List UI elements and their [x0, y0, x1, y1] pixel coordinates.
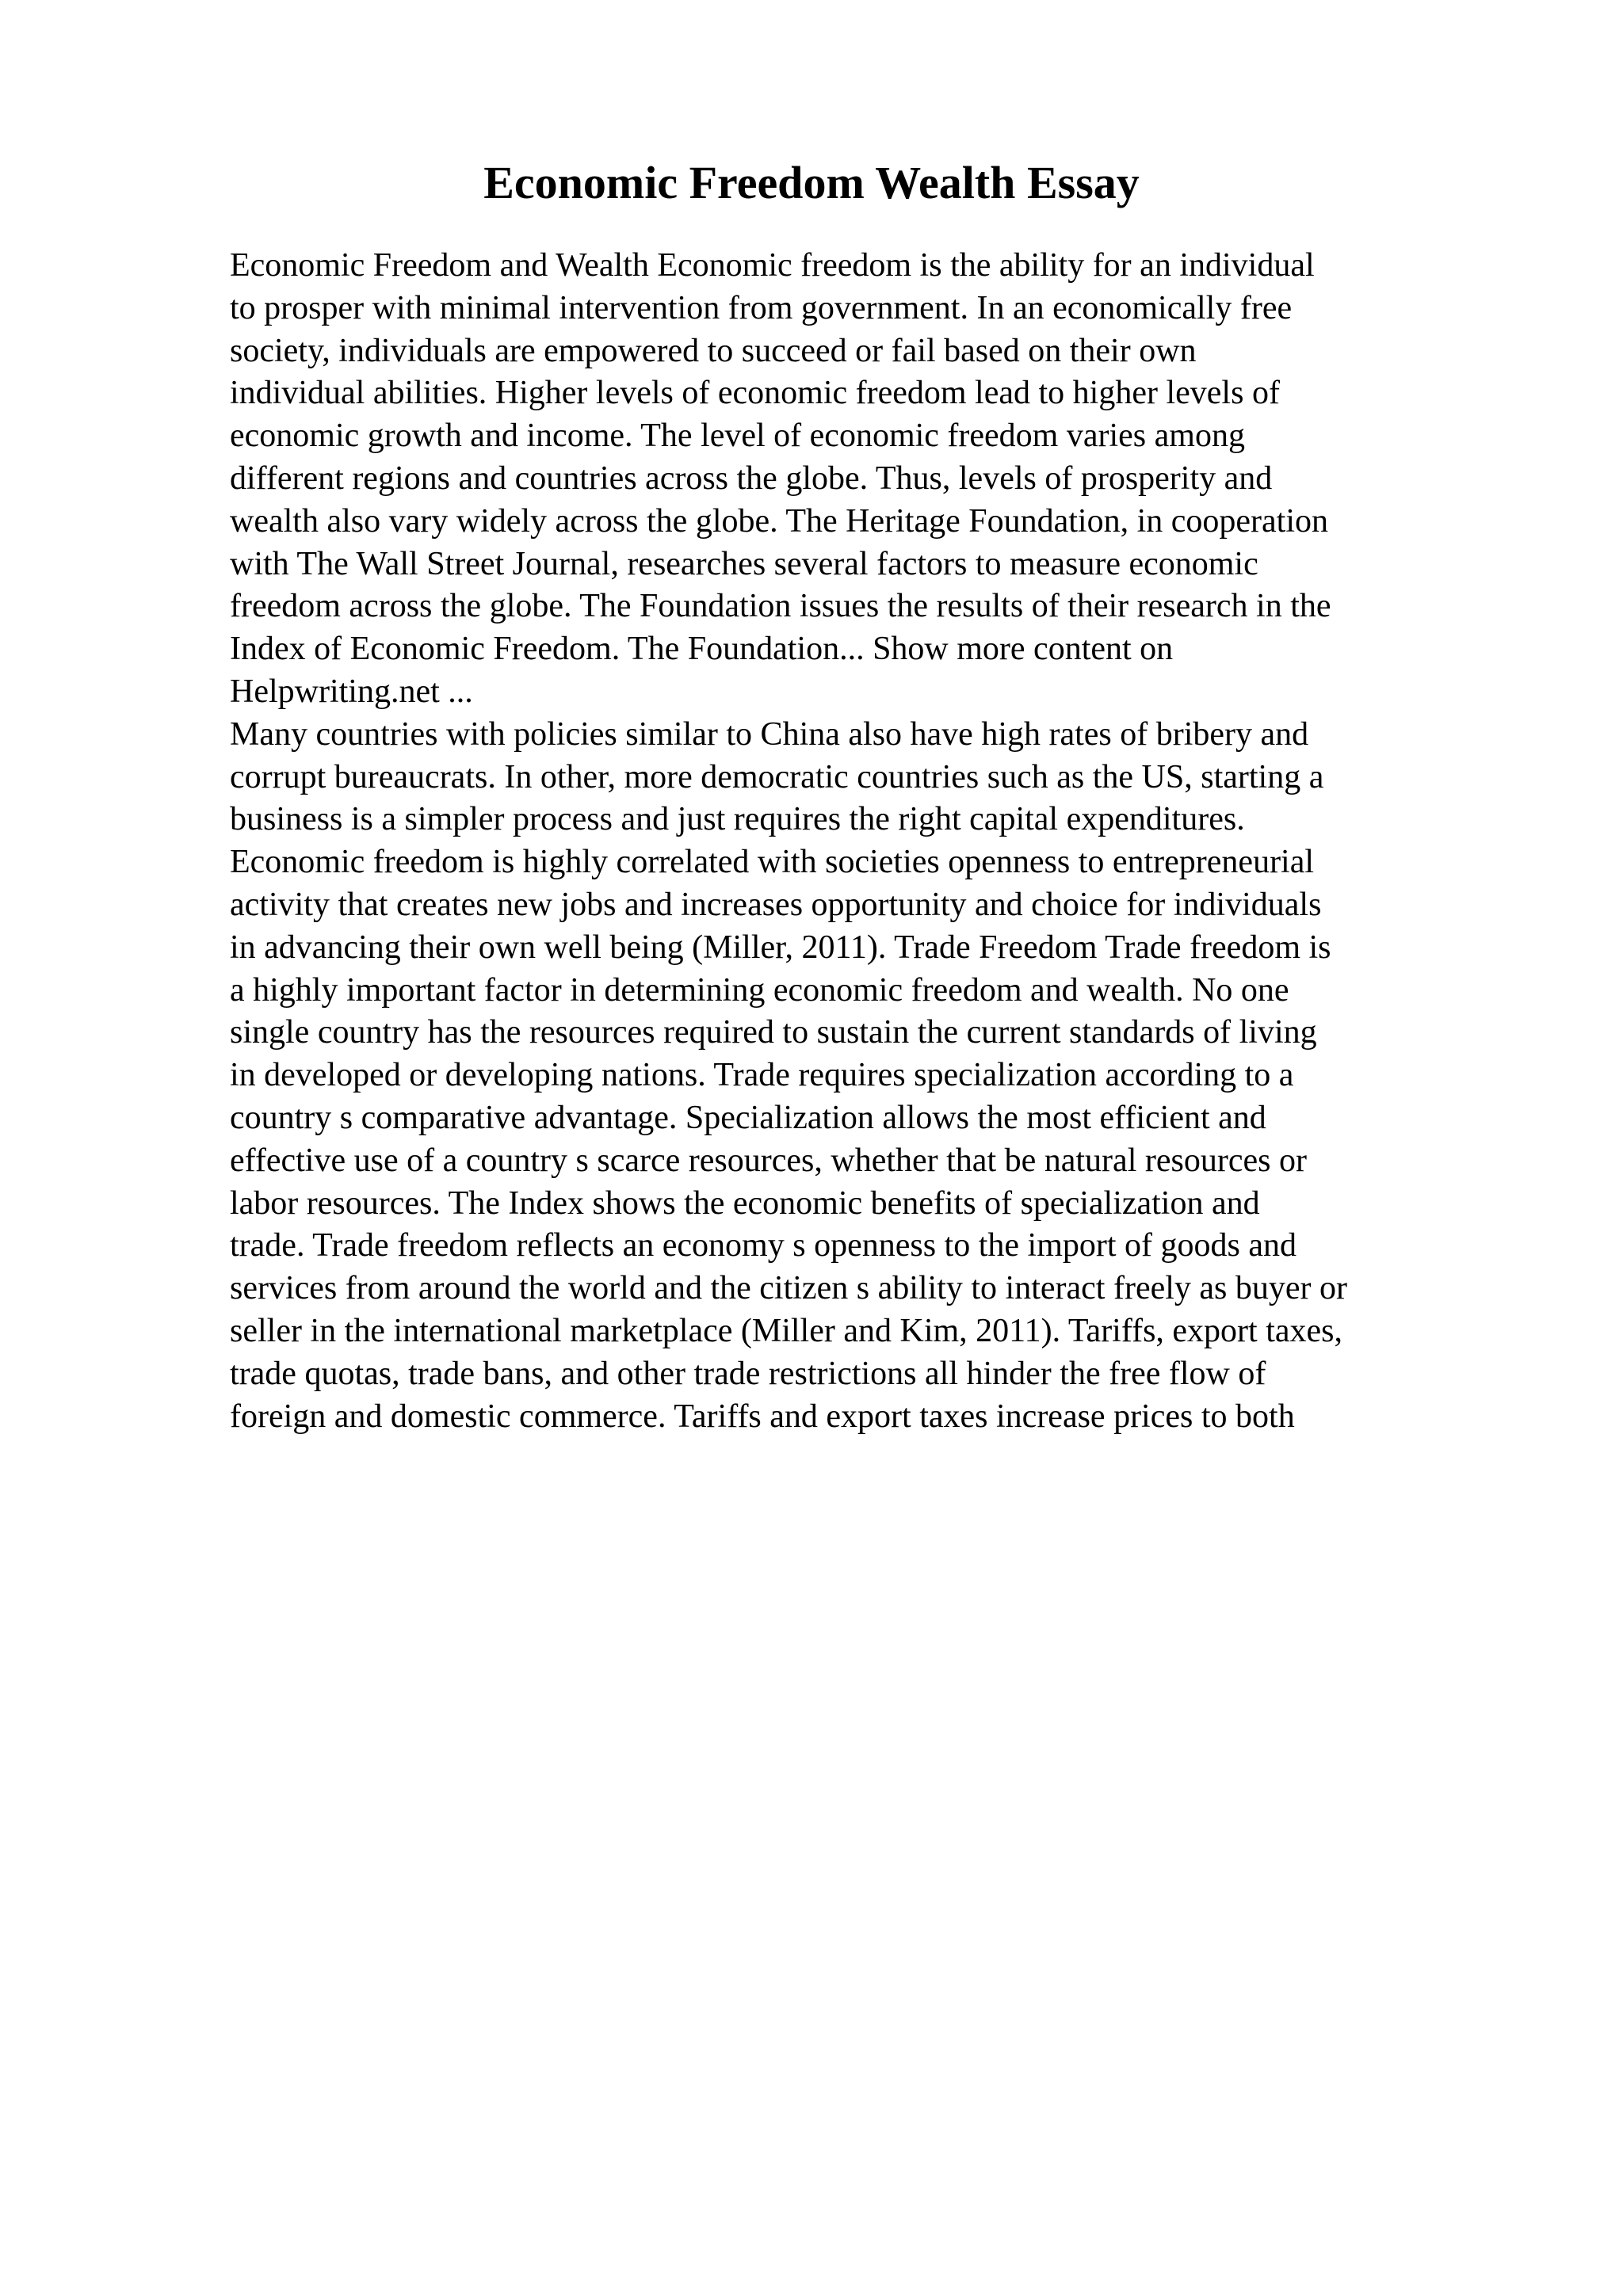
body-line: Index of Economic Freedom. The Foundation... Show more content on: [230, 631, 1174, 668]
body-line: single country has the resources required to sustain the current standards of living: [230, 1014, 1317, 1051]
body-line: different regions and countries across the globe. Thus, levels of prosperity and: [230, 460, 1273, 497]
body-line: effective use of a country s scarce resources, whether that be natural resources or: [230, 1142, 1307, 1179]
body-line: freedom across the globe. The Foundation issues the results of their research in the: [230, 588, 1331, 625]
body-line: Many countries with policies similar to China also have high rates of bribery and: [230, 715, 1309, 753]
body-line: activity that creates new jobs and increases opportunity and choice for individuals: [230, 886, 1322, 923]
body-line: business is a simpler process and just requires the right capital expenditures.: [230, 801, 1245, 838]
body-line: Economic freedom is highly correlated with societies openness to entrepreneurial: [230, 844, 1315, 881]
body-line: to prosper with minimal intervention from government. In an economically free: [230, 289, 1293, 326]
body-line: foreign and domestic commerce. Tariffs and export taxes increase prices to both: [230, 1398, 1295, 1435]
body-line: corrupt bureaucrats. In other, more democratic countries such as the US, starting a: [230, 758, 1324, 795]
essay-body: [230, 245, 1498, 1438]
body-line: a highly important factor in determining economic freedom and wealth. No one: [230, 971, 1289, 1009]
body-line: trade. Trade freedom reflects an economy s openness to the import of goods and: [230, 1227, 1296, 1264]
body-line: in advancing their own well being (Miller, 2011). Trade Freedom Trade freedom is: [230, 929, 1331, 966]
body-line: economic growth and income. The level of economic freedom varies among: [230, 418, 1245, 455]
document-title: Economic Freedom Wealth Essay: [483, 157, 1140, 208]
body-line: labor resources. The Index shows the economic benefits of specialization and: [230, 1184, 1260, 1222]
body-line: trade quotas, trade bans, and other trade restrictions all hinder the free flow of: [230, 1355, 1266, 1392]
body-line: individual abilities. Higher levels of economic freedom lead to higher levels of: [230, 375, 1280, 412]
body-line: in developed or developing nations. Trade requires specialization according to a: [230, 1057, 1294, 1094]
body-line: services from around the world and the citizen s ability to interact freely as buyer or: [230, 1270, 1347, 1307]
body-line: country s comparative advantage. Specialization allows the most efficient and: [230, 1099, 1266, 1136]
body-line: Helpwriting.net ...: [230, 673, 473, 710]
body-line: with The Wall Street Journal, researches several factors to measure economic: [230, 545, 1258, 582]
body-line: seller in the international marketplace (Miller and Kim, 2011). Tariffs, export taxes,: [230, 1312, 1343, 1349]
body-line: society, individuals are empowered to succeed or fail based on their own: [230, 332, 1197, 369]
body-line: Economic Freedom and Wealth Economic freedom is the ability for an individual: [230, 247, 1315, 284]
body-line: wealth also vary widely across the globe. The Heritage Foundation, in cooperation: [230, 502, 1328, 540]
